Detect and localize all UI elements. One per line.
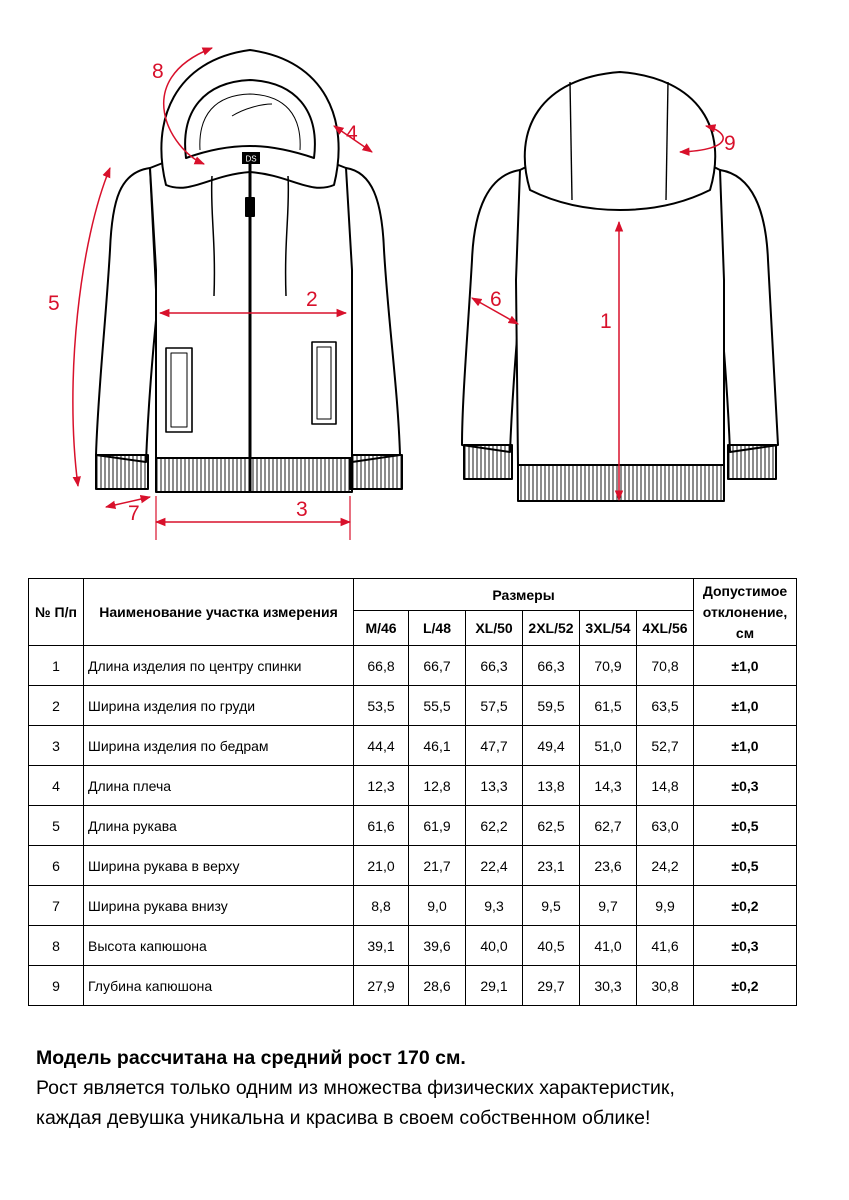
row-value: 13,3 <box>466 766 523 806</box>
marker-3: 3 <box>296 498 308 521</box>
row-number: 9 <box>29 966 84 1006</box>
row-tolerance: ±0,5 <box>694 846 797 886</box>
header-number: № П/п <box>29 579 84 646</box>
front-view <box>96 50 402 492</box>
header-tolerance: Допустимое отклонение, см <box>694 579 797 646</box>
row-tolerance: ±0,2 <box>694 886 797 926</box>
row-value: 29,7 <box>523 966 580 1006</box>
row-value: 70,9 <box>580 646 637 686</box>
row-value: 70,8 <box>637 646 694 686</box>
row-value: 41,6 <box>637 926 694 966</box>
row-value: 9,9 <box>637 886 694 926</box>
marker-4: 4 <box>346 122 358 145</box>
row-value: 24,2 <box>637 846 694 886</box>
row-value: 13,8 <box>523 766 580 806</box>
row-value: 21,0 <box>354 846 409 886</box>
row-value: 62,7 <box>580 806 637 846</box>
size-header-cell: 3XL/54 <box>580 611 637 646</box>
row-number: 5 <box>29 806 84 846</box>
row-value: 22,4 <box>466 846 523 886</box>
row-value: 30,8 <box>637 966 694 1006</box>
row-value: 8,8 <box>354 886 409 926</box>
row-value: 49,4 <box>523 726 580 766</box>
row-value: 61,6 <box>354 806 409 846</box>
marker-9: 9 <box>724 132 736 155</box>
row-value: 23,1 <box>523 846 580 886</box>
row-value: 62,5 <box>523 806 580 846</box>
row-value: 61,5 <box>580 686 637 726</box>
header-sizes: Размеры <box>354 579 694 611</box>
table-row <box>29 646 797 686</box>
row-value: 52,7 <box>637 726 694 766</box>
table-row <box>29 806 797 846</box>
row-value: 9,3 <box>466 886 523 926</box>
row-value: 51,0 <box>580 726 637 766</box>
row-value: 39,6 <box>409 926 466 966</box>
marker-1: 1 <box>600 310 612 333</box>
row-value: 12,8 <box>409 766 466 806</box>
row-value: 63,5 <box>637 686 694 726</box>
marker-6: 6 <box>490 288 502 311</box>
note-height: Модель рассчитана на средний рост 170 см. <box>36 1047 466 1069</box>
row-name: Ширина рукава в верху <box>84 846 354 886</box>
row-name: Длина плеча <box>84 766 354 806</box>
size-header-cell: L/48 <box>409 611 466 646</box>
row-number: 7 <box>29 886 84 926</box>
row-name: Длина изделия по центру спинки <box>84 646 354 686</box>
hoodie-technical-drawing <box>0 0 849 560</box>
marker-7: 7 <box>128 502 140 525</box>
row-value: 59,5 <box>523 686 580 726</box>
fit-note <box>36 1043 836 1133</box>
row-number: 6 <box>29 846 84 886</box>
row-number: 2 <box>29 686 84 726</box>
row-value: 66,3 <box>523 646 580 686</box>
row-value: 63,0 <box>637 806 694 846</box>
row-name: Глубина капюшона <box>84 966 354 1006</box>
marker-2: 2 <box>306 288 318 311</box>
marker-8: 8 <box>152 60 164 83</box>
row-name: Ширина изделия по груди <box>84 686 354 726</box>
row-tolerance: ±0,3 <box>694 926 797 966</box>
header-name: Наименование участка измерения <box>84 579 354 646</box>
table-row <box>29 926 797 966</box>
brand-tag <box>242 152 260 164</box>
table-row <box>29 686 797 726</box>
row-value: 62,2 <box>466 806 523 846</box>
row-value: 12,3 <box>354 766 409 806</box>
row-value: 61,9 <box>409 806 466 846</box>
row-tolerance: ±0,5 <box>694 806 797 846</box>
row-tolerance: ±1,0 <box>694 686 797 726</box>
row-tolerance: ±1,0 <box>694 726 797 766</box>
size-header-cell: XL/50 <box>466 611 523 646</box>
table-row <box>29 726 797 766</box>
table-body <box>29 646 797 1006</box>
row-name: Ширина изделия по бедрам <box>84 726 354 766</box>
row-name: Ширина рукава внизу <box>84 886 354 926</box>
table-row <box>29 966 797 1006</box>
svg-text:DS: DS <box>245 154 257 164</box>
row-value: 27,9 <box>354 966 409 1006</box>
row-tolerance: ±1,0 <box>694 646 797 686</box>
row-name: Длина рукава <box>84 806 354 846</box>
marker-5: 5 <box>48 292 60 315</box>
row-value: 66,8 <box>354 646 409 686</box>
row-value: 14,3 <box>580 766 637 806</box>
row-name: Высота капюшона <box>84 926 354 966</box>
size-header-cell: M/46 <box>354 611 409 646</box>
row-value: 47,7 <box>466 726 523 766</box>
size-header-cell: 2XL/52 <box>523 611 580 646</box>
row-value: 66,7 <box>409 646 466 686</box>
row-value: 9,7 <box>580 886 637 926</box>
row-value: 44,4 <box>354 726 409 766</box>
row-value: 40,5 <box>523 926 580 966</box>
row-value: 55,5 <box>409 686 466 726</box>
row-value: 40,0 <box>466 926 523 966</box>
row-number: 1 <box>29 646 84 686</box>
size-header-cell: 4XL/56 <box>637 611 694 646</box>
row-value: 14,8 <box>637 766 694 806</box>
row-value: 41,0 <box>580 926 637 966</box>
row-number: 8 <box>29 926 84 966</box>
row-value: 66,3 <box>466 646 523 686</box>
row-value: 9,0 <box>409 886 466 926</box>
size-table <box>28 578 797 1006</box>
row-value: 28,6 <box>409 966 466 1006</box>
note-line-2: Рост является только одним из множества физических характеристик, <box>36 1077 675 1099</box>
row-value: 23,6 <box>580 846 637 886</box>
row-value: 9,5 <box>523 886 580 926</box>
row-value: 53,5 <box>354 686 409 726</box>
row-number: 4 <box>29 766 84 806</box>
table-row <box>29 846 797 886</box>
note-line-3: каждая девушка уникальна и красива в своем собственном облике! <box>36 1107 651 1129</box>
row-value: 46,1 <box>409 726 466 766</box>
row-value: 57,5 <box>466 686 523 726</box>
row-value: 30,3 <box>580 966 637 1006</box>
row-value: 21,7 <box>409 846 466 886</box>
row-value: 39,1 <box>354 926 409 966</box>
table-row <box>29 766 797 806</box>
row-tolerance: ±0,2 <box>694 966 797 1006</box>
row-tolerance: ±0,3 <box>694 766 797 806</box>
table-row <box>29 886 797 926</box>
row-number: 3 <box>29 726 84 766</box>
row-value: 29,1 <box>466 966 523 1006</box>
